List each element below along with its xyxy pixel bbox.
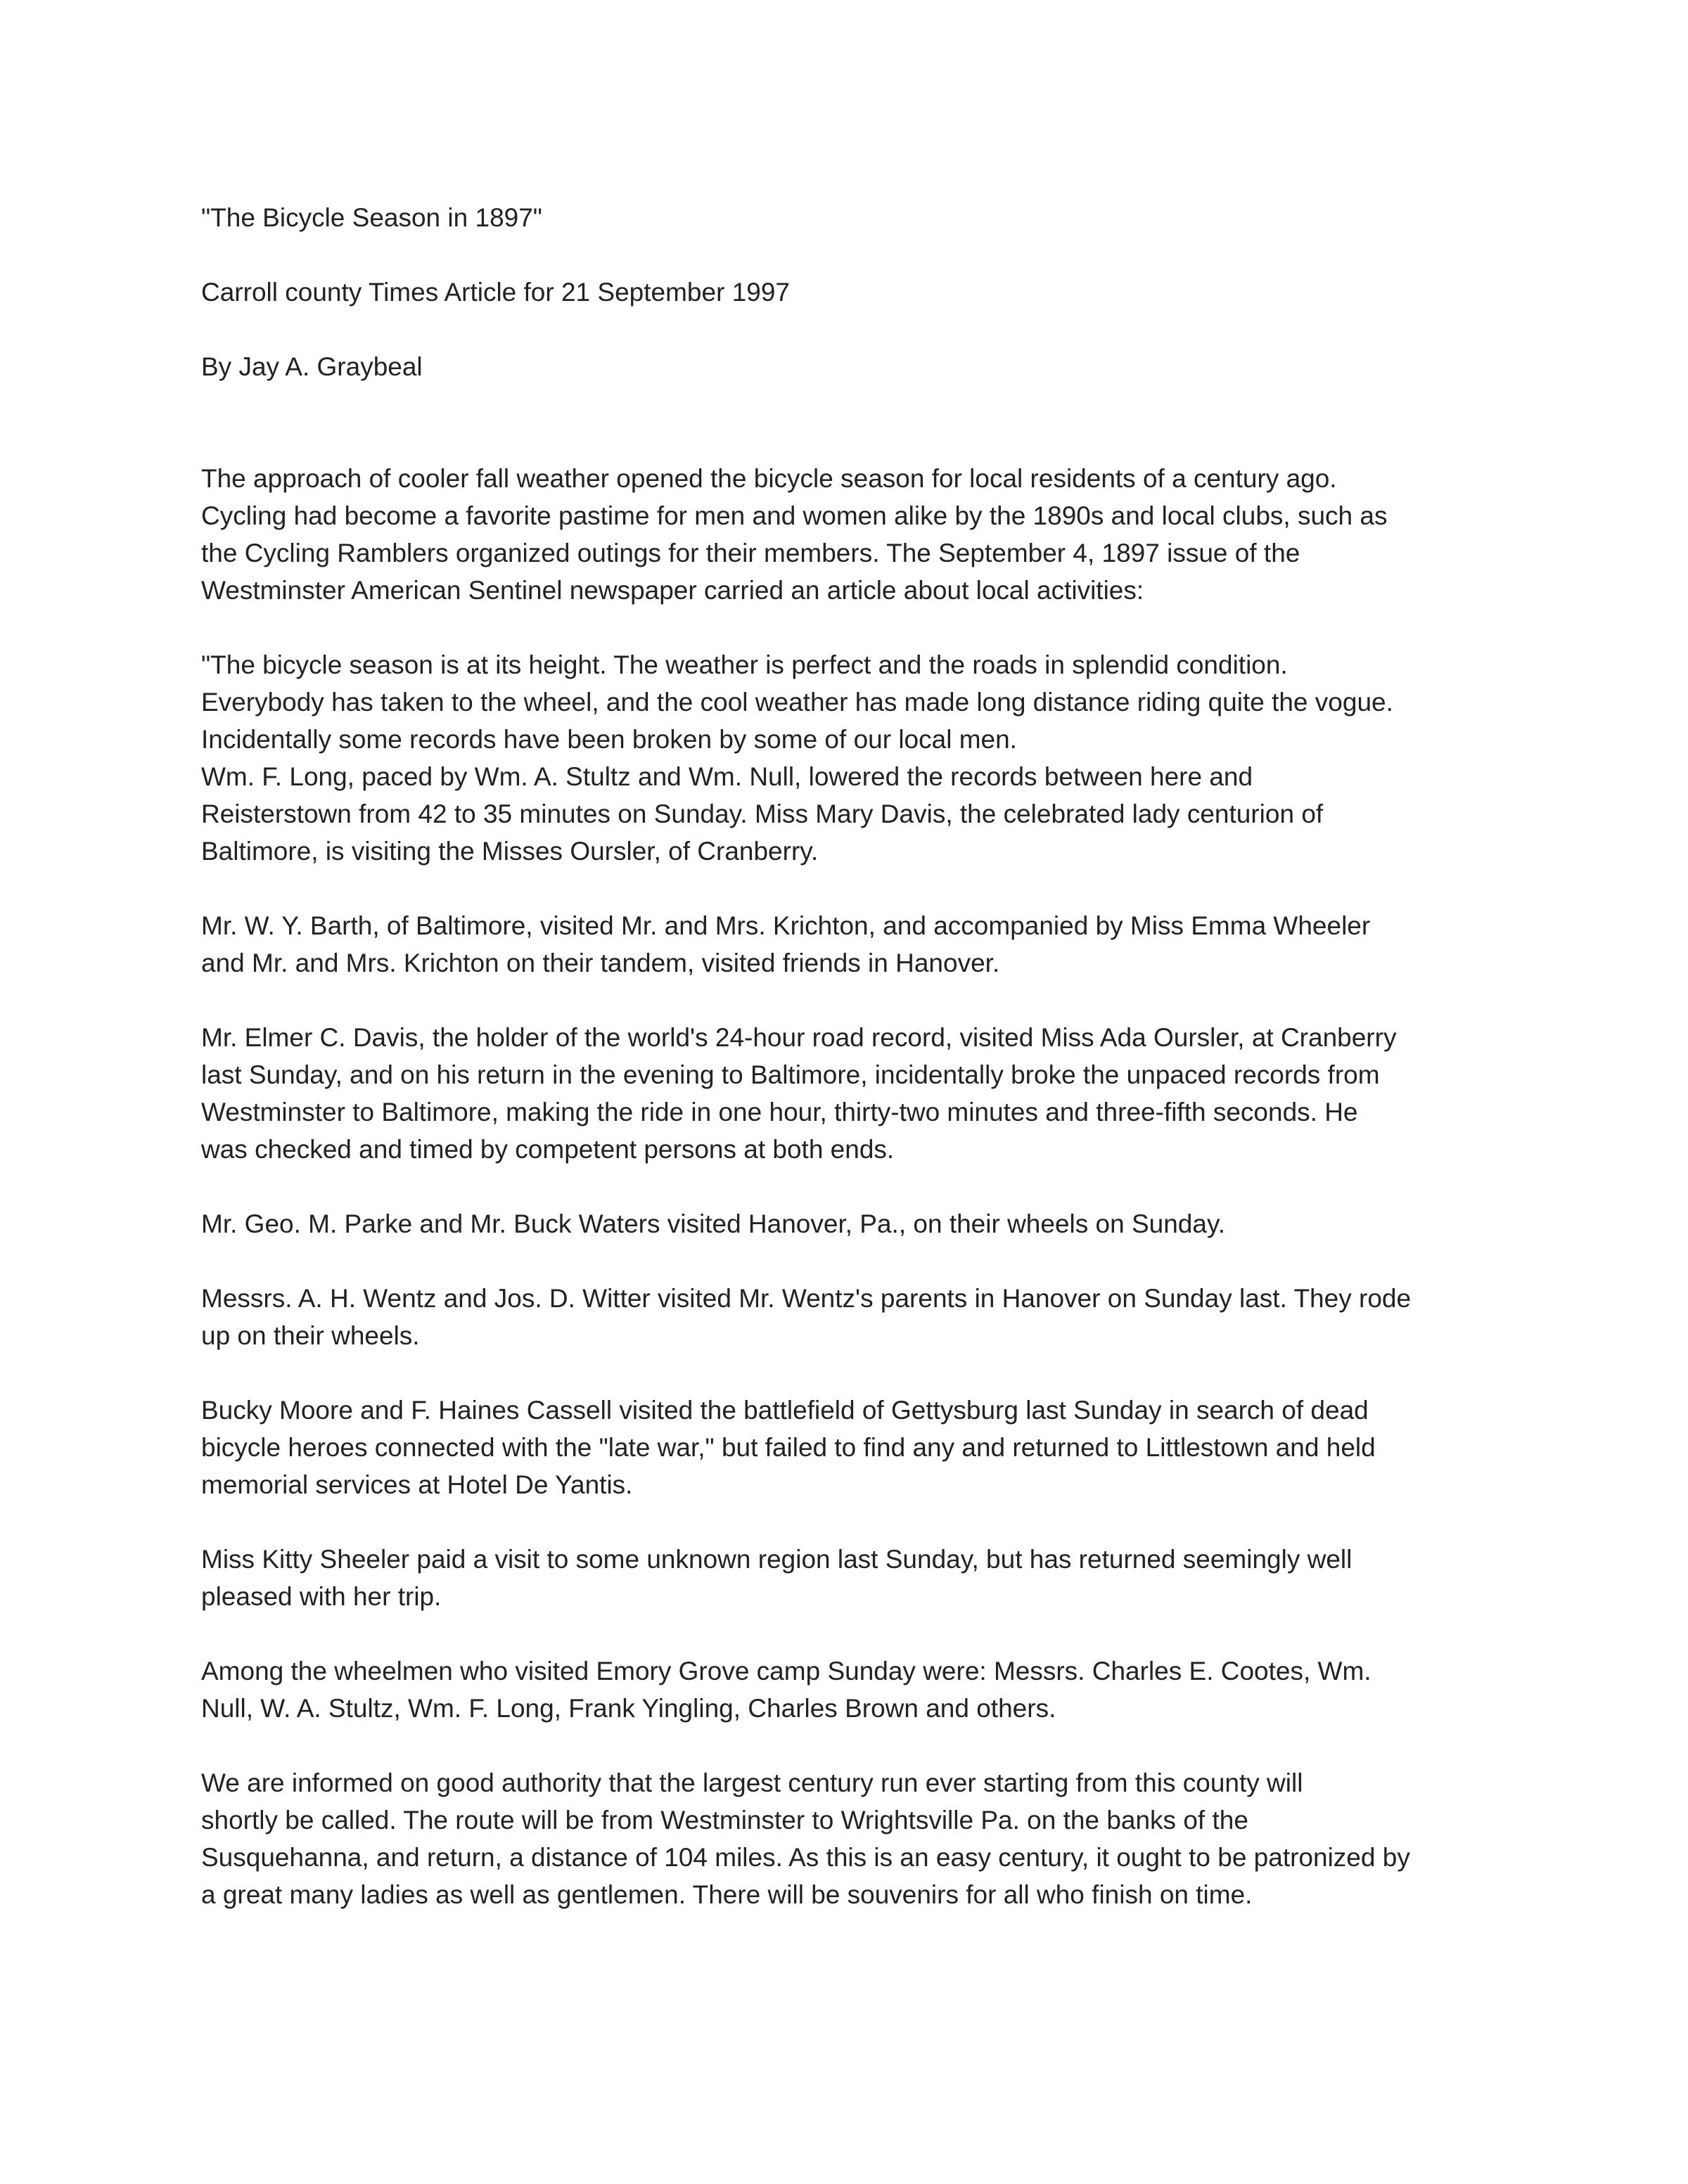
body-paragraph: The approach of cooler fall weather opened the bicycle season for local residents of a century ago. Cycling had become a favorite pastime for men and women alike by the 1890s and local clubs, such as the Cycling Ramblers organized outings for their members. The September 4, 1897 issue of the Westminster American Sentinel newspaper carried an article about local activities: [201,464,1388,605]
body-paragraph: Mr. Elmer C. Davis, the holder of the world's 24-hour road record, visited Miss Ada Oursler, at Cranberry last Sunday, and on his return in the evening to Baltimore, incidentally broke the unpaced records from Westminster to Baltimore, making the ride in one hour, thirty-two minutes and three-fifth seconds. He was checked and timed by competent persons at both ends. [201,1023,1397,1164]
body-paragraph: Messrs. A. H. Wentz and Jos. D. Witter visited Mr. Wentz's parents in Hanover on Sunday last. They rode up on their wheels. [201,1284,1412,1350]
document-page [201,199,1523,1951]
article-title: "The Bicycle Season in 1897" [201,203,542,232]
body-paragraph: Bucky Moore and F. Haines Cassell visited the battlefield of Gettysburg last Sunday in search of dead bicycle heroes connected with the "late war," but failed to find any and returned to Littlestown and held memorial services at Hotel De Yantis. [201,1396,1376,1499]
quote-paragraph: "The bicycle season is at its height. The weather is perfect and the roads in splendid condition. Everybody has taken to the wheel, and the cool weather has made long distance riding quite the vogue. Incidentally some records have been broken by some of our local men. [201,650,1393,754]
article-byline: By Jay A. Graybeal [201,352,423,381]
body-paragraph: Among the wheelmen who visited Emory Grove camp Sunday were: Messrs. Charles E. Cootes, Wm. Null, W. A. Stultz, Wm. F. Long, Frank Yingling, Charles Brown and others. [201,1657,1372,1723]
body-paragraph: Mr. Geo. M. Parke and Mr. Buck Waters visited Hanover, Pa., on their wheels on Sunday. [201,1209,1225,1238]
body-paragraph: Miss Kitty Sheeler paid a visit to some unknown region last Sunday, but has returned seemingly well pleased with her trip. [201,1545,1353,1611]
body-paragraph: Wm. F. Long, paced by Wm. A. Stultz and Wm. Null, lowered the records between here and Reisterstown from 42 to 35 minutes on Sunday. Miss Mary Davis, the celebrated lady centurion of Baltimore, is visiting the Misses Oursler, of Cranberry. [201,762,1324,866]
body-paragraph: We are informed on good authority that the largest century run ever starting from this county will shortly be called. The route will be from Westminster to Wrightsville Pa. on the banks of the Susquehanna, and return, a distance of 104 miles. As this is an easy century, it ought to be patronized by a great many ladies as well as gentlemen. There will be souvenirs for all who finish on time. [201,1768,1410,1909]
body-paragraph: Mr. W. Y. Barth, of Baltimore, visited Mr. and Mrs. Krichton, and accompanied by Miss Emma Wheeler and Mr. and Mrs. Krichton on their tandem, visited friends in Hanover. [201,911,1371,977]
article-source: Carroll county Times Article for 21 September 1997 [201,278,790,307]
